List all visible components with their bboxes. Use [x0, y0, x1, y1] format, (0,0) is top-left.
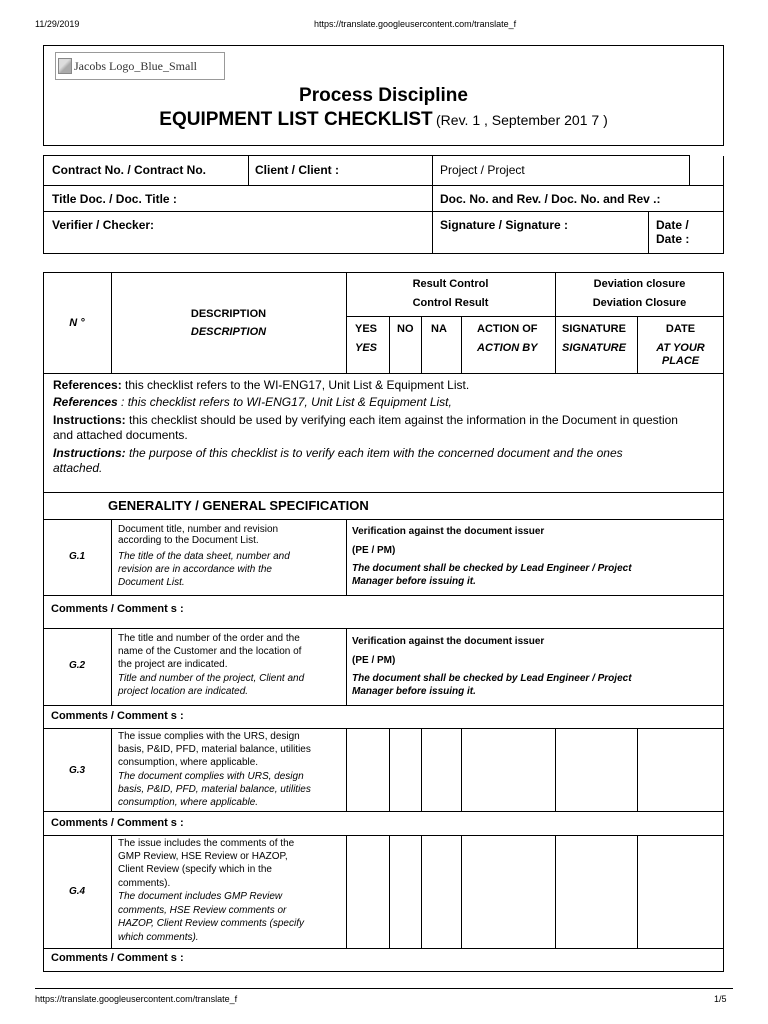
g2-verification-2: (PE / PM) — [352, 655, 396, 666]
item-g3-text-5: basis, P&ID, PFD, material balance, utilities — [118, 784, 311, 795]
deviation-closure-header-2: Deviation Closure — [592, 297, 687, 309]
item-g1-text-5: Document List. — [118, 577, 185, 588]
broken-image-icon — [58, 58, 72, 74]
logo-alt-text: Jacobs Logo_Blue_Small — [74, 58, 197, 73]
item-g1-text-2: according to the Document List. — [118, 535, 259, 546]
col-number-header: N ° — [69, 317, 85, 329]
item-g3-text-4: The document complies with URS, design — [118, 771, 304, 782]
item-g4-text-6: comments, HSE Review comments or — [118, 905, 287, 916]
instructions-1-cont: and attached documents. — [53, 428, 188, 442]
col-signature-header-2: SIGNATURE — [562, 342, 626, 354]
g2-verification-1: Verification against the document issuer — [352, 636, 545, 647]
print-date: 11/29/2019 — [35, 19, 80, 29]
item-g4-text-5: The document includes GMP Review — [118, 891, 283, 902]
g3-comments-label: Comments / Comment s : — [51, 817, 184, 829]
instructions-1: Instructions: this checklist should be used by verifying each item against the information in the Document in question — [53, 413, 678, 427]
item-g2-text-5: project location are indicated. — [118, 686, 249, 697]
process-discipline-title: Process Discipline — [299, 85, 468, 106]
instructions-2: Instructions: the purpose of this checklist is to verify each item with the concerned document and the ones — [53, 446, 623, 460]
item-g3-text-1: The issue complies with the URS, design — [118, 731, 300, 742]
item-g4-text-2: GMP Review, HSE Review or HAZOP, — [118, 851, 288, 862]
col-no-header: NO — [397, 323, 414, 335]
g2-verification-4: Manager before issuing it. — [352, 686, 476, 697]
signature-label: Signature / Signature : — [440, 218, 569, 232]
result-control-header: Result Control — [412, 278, 489, 290]
item-g1-text-1: Document title, number and revision — [118, 524, 279, 535]
col-yes-header-2: YES — [355, 342, 378, 354]
reference-2: References : this checklist refers to WI-ENG17, Unit List & Equipment List, — [53, 395, 452, 409]
contract-label: Contract No. / Contract No. — [52, 163, 207, 177]
doc-no-label: Doc. No. and Rev. / Doc. No. and Rev .: — [440, 192, 661, 206]
item-g2-text-3: the project are indicated. — [118, 659, 228, 670]
footer-rule — [35, 988, 733, 989]
g2-comments-label: Comments / Comment s : — [51, 710, 184, 722]
item-g4-text-1: The issue includes the comments of the — [118, 838, 295, 849]
g1-verification-1: Verification against the document issuer — [352, 526, 545, 537]
doc-title-label: Title Doc. / Doc. Title : — [52, 192, 177, 206]
item-g3-text-2: basis, P&ID, PFD, material balance, utilities — [118, 744, 311, 755]
date-label-1: Date / — [656, 218, 689, 232]
item-id-g1: G.1 — [68, 551, 86, 562]
logo-image — [55, 52, 225, 80]
g1-verification-3: The document shall be checked by Lead Engineer / Project — [352, 563, 632, 574]
col-date-header-2: AT YOUR — [656, 342, 705, 354]
g4-comments-label: Comments / Comment s : — [51, 952, 184, 964]
item-g4-text-8: which comments). — [118, 932, 199, 943]
client-label: Client / Client : — [255, 163, 339, 177]
deviation-closure-header: Deviation closure — [593, 278, 686, 290]
item-g2-text-1: The title and number of the order and the — [118, 633, 300, 644]
checklist-title: EQUIPMENT LIST CHECKLIST — [159, 109, 433, 130]
item-g2-text-2: name of the Customer and the location of — [118, 646, 302, 657]
item-g3-text-6: consumption, where applicable. — [118, 797, 259, 808]
reference-1: References: this checklist refers to the WI-ENG17, Unit List & Equipment List. — [53, 378, 470, 392]
col-description-header-2: DESCRIPTION — [190, 326, 267, 338]
item-g1-text-3: The title of the data sheet, number and — [118, 551, 290, 562]
instructions-2-cont: attached. — [53, 461, 103, 475]
col-description-header: DESCRIPTION — [190, 308, 267, 320]
result-control-header-2: Control Result — [412, 297, 489, 309]
g1-verification-4: Manager before issuing it. — [352, 576, 476, 587]
footer-url: https://translate.googleusercontent.com/translate_f — [35, 994, 238, 1004]
item-g2-text-4: Title and number of the project, Client and — [118, 673, 305, 684]
g2-verification-3: The document shall be checked by Lead Engineer / Project — [352, 673, 632, 684]
revision-text: (Rev. 1 , September 201 7 ) — [436, 112, 608, 128]
col-action-header-2: ACTION BY — [477, 342, 538, 354]
section-heading: GENERALITY / GENERAL SPECIFICATION — [108, 498, 369, 513]
col-yes-header: YES — [355, 323, 378, 335]
item-g4-text-7: HAZOP, Client Review comments (specify — [118, 918, 304, 929]
item-g4-text-3: Client Review (specify which in the — [118, 864, 272, 875]
col-date-header: DATE — [665, 323, 696, 335]
project-label: Project / Project — [440, 163, 525, 177]
page-number: 1/5 — [714, 994, 727, 1004]
item-id-g4: G.4 — [68, 886, 86, 897]
item-g4-text-4: comments). — [118, 878, 171, 889]
col-na-header: NA — [431, 323, 447, 335]
col-date-header-3: PLACE — [661, 355, 700, 367]
g1-verification-2: (PE / PM) — [352, 545, 396, 556]
date-label-2: Date : — [656, 232, 690, 246]
g1-comments-label: Comments / Comment s : — [51, 603, 184, 615]
col-action-header: ACTION OF — [477, 323, 538, 335]
document-title — [43, 109, 724, 131]
item-g3-text-3: consumption, where applicable. — [118, 757, 259, 768]
print-url: https://translate.googleusercontent.com/translate_f — [314, 19, 517, 29]
item-id-g2: G.2 — [68, 660, 86, 671]
verifier-label: Verifier / Checker: — [52, 218, 155, 232]
col-signature-header: SIGNATURE — [562, 323, 626, 335]
item-g1-text-4: revision are in accordance with the — [118, 564, 272, 575]
item-id-g3: G.3 — [68, 765, 86, 776]
